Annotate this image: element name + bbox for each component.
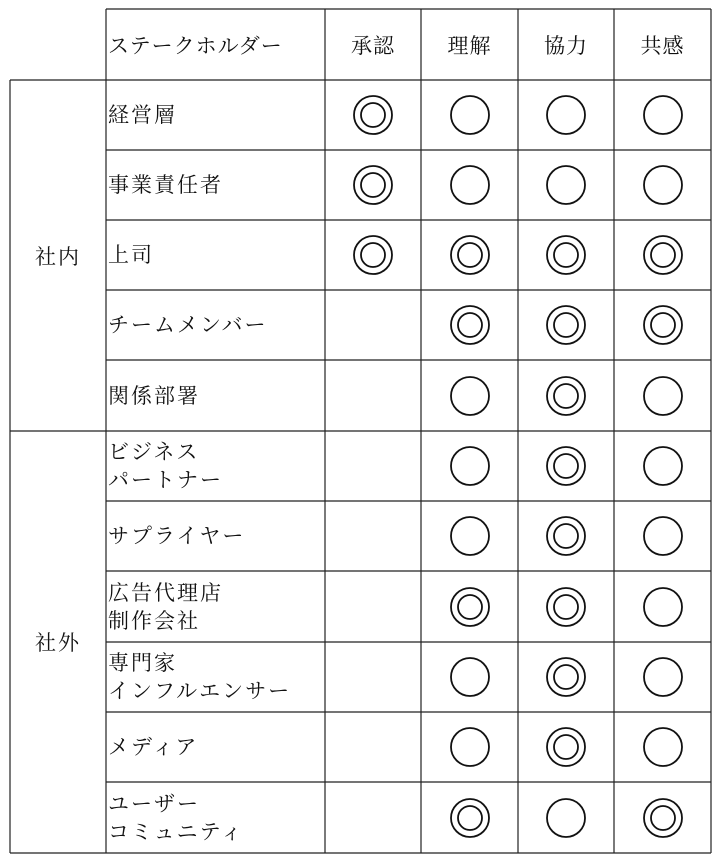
double-circle-icon [544, 725, 588, 769]
double-circle-mark [614, 782, 711, 853]
circle-icon [544, 796, 588, 840]
circle-icon [448, 374, 492, 418]
stakeholder-name: 上司 [108, 243, 154, 267]
circle-mark [614, 150, 711, 220]
circle-mark [421, 80, 518, 150]
header-understanding: 理解 [447, 33, 492, 58]
double-circle-mark [518, 571, 614, 642]
circle-mark [614, 360, 711, 431]
double-circle-mark [614, 220, 711, 290]
double-circle-icon [641, 796, 685, 840]
group-label-external: 社外 [35, 631, 81, 655]
double-circle-mark [325, 150, 421, 220]
double-circle-mark [518, 642, 614, 712]
double-circle-mark [421, 782, 518, 853]
double-circle-icon [351, 93, 395, 137]
header-stakeholder: ステークホルダー [108, 33, 283, 58]
stakeholder-name: 経営層 [108, 103, 177, 127]
double-circle-icon [351, 163, 395, 207]
double-circle-icon [544, 303, 588, 347]
group-label-internal: 社内 [35, 244, 81, 269]
stakeholder-name: メディア [108, 735, 199, 759]
circle-mark [421, 712, 518, 782]
stakeholder-name: サプライヤー [108, 524, 246, 548]
double-circle-mark [325, 220, 421, 290]
circle-mark [421, 642, 518, 712]
double-circle-mark [614, 290, 711, 360]
circle-mark [518, 782, 614, 853]
header-cooperation: 協力 [544, 33, 588, 58]
circle-icon [641, 93, 685, 137]
header-empathy: 共感 [640, 33, 685, 58]
circle-icon [641, 725, 685, 769]
double-circle-icon [544, 655, 588, 699]
stakeholder-name: 関係部署 [108, 383, 200, 408]
double-circle-icon [641, 233, 685, 277]
circle-icon [448, 514, 492, 558]
circle-mark [614, 431, 711, 501]
double-circle-icon [544, 374, 588, 418]
double-circle-icon [544, 233, 588, 277]
double-circle-icon [351, 233, 395, 277]
double-circle-mark [518, 220, 614, 290]
circle-mark [421, 360, 518, 431]
double-circle-mark [518, 290, 614, 360]
double-circle-icon [448, 585, 492, 629]
double-circle-icon [544, 444, 588, 488]
double-circle-icon [448, 233, 492, 277]
circle-icon [448, 725, 492, 769]
header-approval: 承認 [351, 33, 395, 58]
double-circle-mark [421, 571, 518, 642]
circle-mark [614, 571, 711, 642]
double-circle-mark [518, 501, 614, 571]
double-circle-mark [518, 431, 614, 501]
double-circle-icon [641, 303, 685, 347]
circle-mark [421, 501, 518, 571]
double-circle-mark [325, 80, 421, 150]
circle-icon [448, 93, 492, 137]
stakeholder-name: チームメンバー [108, 313, 268, 337]
circle-mark [614, 712, 711, 782]
circle-icon [641, 585, 685, 629]
double-circle-icon [544, 514, 588, 558]
circle-icon [641, 514, 685, 558]
circle-mark [614, 642, 711, 712]
double-circle-icon [544, 585, 588, 629]
double-circle-icon [448, 796, 492, 840]
double-circle-icon [448, 303, 492, 347]
double-circle-mark [421, 290, 518, 360]
circle-mark [518, 150, 614, 220]
circle-icon [544, 163, 588, 207]
double-circle-mark [421, 220, 518, 290]
stakeholder-name: ユーザー コミュニティ [108, 791, 244, 844]
circle-mark [614, 501, 711, 571]
circle-mark [614, 80, 711, 150]
circle-icon [641, 655, 685, 699]
stakeholder-name: 専門家 インフルエンサー [108, 651, 292, 703]
circle-icon [448, 163, 492, 207]
circle-icon [641, 374, 685, 418]
circle-icon [448, 655, 492, 699]
circle-icon [641, 444, 685, 488]
stakeholder-name: 事業責任者 [108, 173, 223, 197]
circle-mark [518, 80, 614, 150]
circle-icon [641, 163, 685, 207]
stakeholder-name: ビジネス パートナー [108, 440, 223, 492]
circle-icon [544, 93, 588, 137]
double-circle-mark [518, 360, 614, 431]
circle-mark [421, 150, 518, 220]
double-circle-mark [518, 712, 614, 782]
circle-icon [448, 444, 492, 488]
stakeholder-name: 広告代理店 制作会社 [108, 580, 223, 633]
circle-mark [421, 431, 518, 501]
